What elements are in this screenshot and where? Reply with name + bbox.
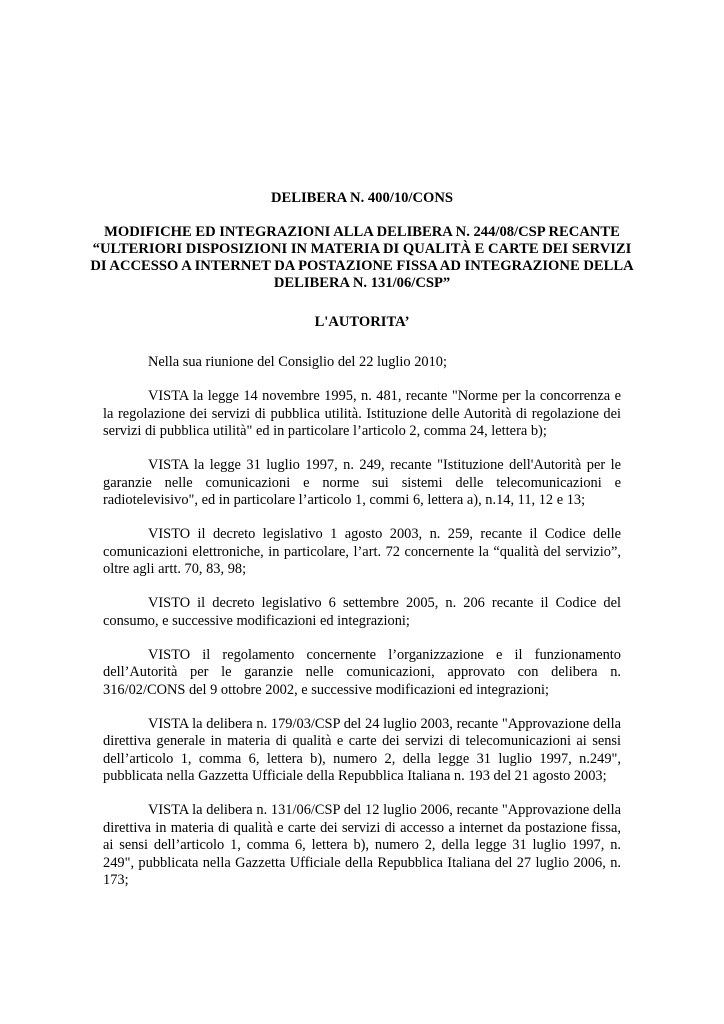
document-subject: MODIFICHE ED INTEGRAZIONI ALLA DELIBERA N. 244/08/CSP RECANTE “ULTERIORI DISPOSIZIONI IN MATERIA DI QUALITÀ E CARTE DEI SERVIZI DI ACCESSO A INTERNET DA POSTAZIONE FISSA AD INTEGRAZIONE DELLA DELIBERA N. 131/06/CSP” — [90, 224, 634, 291]
paragraph-delibera-179: VISTA la delibera n. 179/03/CSP del 24 luglio 2003, recante "Approvazione della direttiva generale in materia di qualità e carte dei servizi di telecomunicazioni ai sensi dell’articolo 1, comma 6, lettera b), numero 2, della legge 31 luglio 1997, n.249", pubblicata nella Gazzetta Ufficiale della Repubblica Italiana n. 193 del 21 agosto 2003; — [103, 715, 621, 784]
paragraph-dlgs-206: VISTO il decreto legislativo 6 settembre 2005, n. 206 recante il Codice del consumo, e successive modificazioni ed integrazioni; — [103, 595, 621, 629]
paragraph-delibera-131: VISTA la delibera n. 131/06/CSP del 12 luglio 2006, recante "Approvazione della direttiva in materia di qualità e carte dei servizi di accesso a internet da postazione fissa, ai sensi dell’articolo 1, comma 6, lettera b), numero 2, della legge 31 luglio 1997, n. 249", pubblicata nella Gazzetta Ufficiale della Repubblica Italiana del 27 luglio 2006, n. 173; — [103, 802, 621, 888]
paragraph-regolamento: VISTO il regolamento concernente l’organizzazione e il funzionamento dell’Autorità per le garanzie nelle comunicazioni, approvato con delibera n. 316/02/CONS del 9 ottobre 2002, e successive modificazioni ed integrazioni; — [103, 646, 621, 698]
document-heading: DELIBERA N. 400/10/CONS — [270, 190, 454, 206]
document-body — [103, 354, 621, 890]
paragraph-legge-481: VISTA la legge 14 novembre 1995, n. 481, recante "Norme per la concorrenza e la regolazione dei servizi di pubblica utilità. Istituzione delle Autorità di regolazione dei servizi di pubblica utilità" ed in particolare l’articolo 2, comma 24, lettera b); — [103, 388, 621, 439]
authority-heading: L'AUTORITA’ — [314, 314, 410, 330]
paragraph-legge-249: VISTA la legge 31 luglio 1997, n. 249, recante "Istituzione dell'Autorità per le garanzie nelle comunicazioni e norme sui sistemi delle telecomunicazioni e radiotelevisivo", ed in particolare l’articolo 1, commi 6, lettera a), n.14, 11, 12 e 13; — [103, 457, 621, 508]
paragraph-dlgs-259: VISTO il decreto legislativo 1 agosto 2003, n. 259, recante il Codice delle comunicazioni elettroniche, in particolare, l’art. 72 concernente la “qualità del servizio”, oltre agli artt. 70, 83, 98; — [103, 526, 621, 577]
paragraph-meeting: Nella sua riunione del Consiglio del 22 luglio 2010; — [148, 354, 447, 370]
